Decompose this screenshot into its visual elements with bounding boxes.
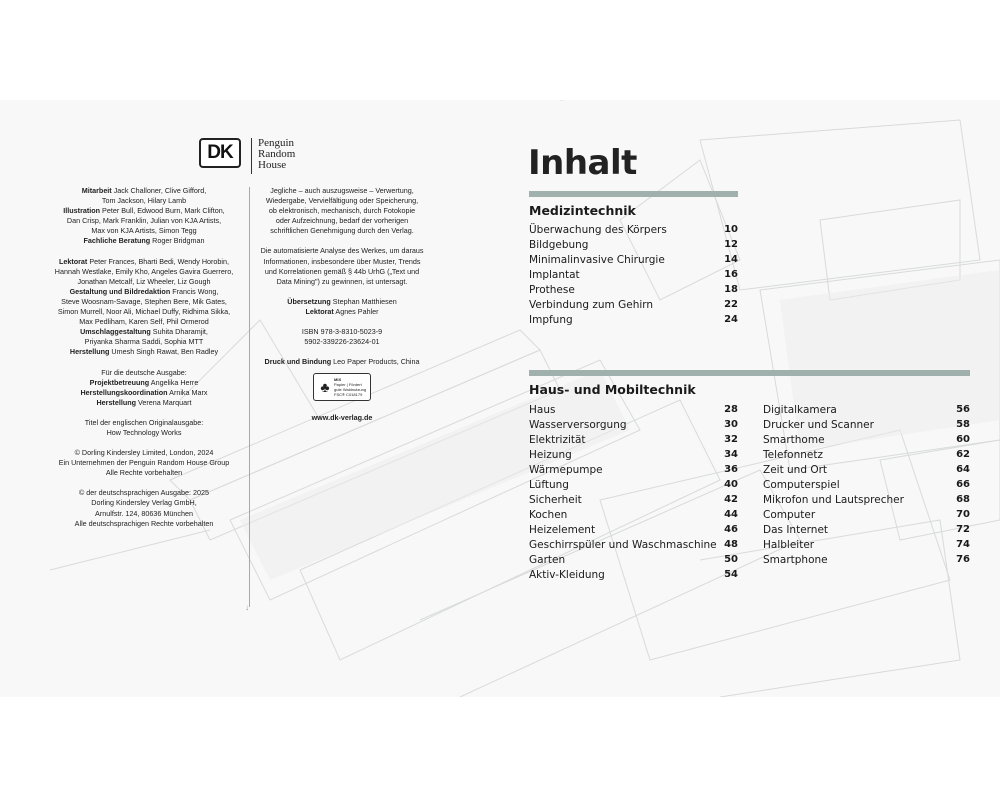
credits-text: Jonathan Metcalf, Liz Wheeler, Liz Gough — [77, 276, 211, 286]
credits-line — [40, 378, 248, 388]
toc-entry[interactable] — [529, 417, 738, 432]
credits-line — [40, 206, 248, 216]
toc-entry-label: Implantat — [529, 268, 580, 281]
book-spread — [0, 100, 1000, 697]
credits-label: Gestaltung und Bildredaktion — [69, 286, 171, 296]
credits-line — [40, 519, 248, 529]
toc-entry[interactable] — [529, 462, 738, 477]
toc-entry-page: 62 — [956, 449, 970, 460]
toc-entry[interactable] — [529, 432, 738, 447]
credits-text: Arnulfstr. 124, 80636 München — [95, 508, 193, 518]
toc-entry-page: 44 — [724, 509, 738, 520]
credits-text: Roger Bridgman — [150, 236, 205, 246]
credits-line — [40, 488, 248, 498]
credits-text: Steve Woosnam-Savage, Stephen Bere, Mik Gates, — [61, 296, 227, 306]
credits-text: Peter Bull, Edwood Burn, Mark Clifton, — [100, 206, 225, 216]
toc-entry-label: Zeit und Ort — [763, 463, 828, 476]
toc-entry[interactable] — [763, 417, 970, 432]
page-title: Inhalt — [528, 143, 637, 183]
toc-entry[interactable] — [529, 567, 738, 582]
toc-entry-label: Das Internet — [763, 523, 829, 536]
credits-label: Lektorat — [58, 256, 88, 266]
credits-text: Für die deutsche Ausgabe: — [101, 367, 187, 377]
toc-entry-page: 14 — [724, 254, 738, 265]
credits-line — [40, 257, 248, 267]
toc-entry-label: Minimalinvasive Chirurgie — [529, 253, 665, 266]
toc-entry-label: Wasserversorgung — [529, 418, 627, 431]
credits-line — [40, 277, 248, 287]
down-arrow-icon: ↓ — [245, 603, 249, 612]
credits-label: Herstellung — [96, 397, 136, 407]
credits-line — [40, 428, 248, 438]
publisher-url[interactable]: www.dk-verlag.de — [311, 413, 373, 423]
toc-entry-label: Verbindung zum Gehirn — [529, 298, 654, 311]
credits-line — [40, 236, 248, 246]
toc-entry-label: Garten — [529, 553, 566, 566]
toc-entry-page: 16 — [724, 269, 738, 280]
credits-line — [40, 498, 248, 508]
credits-line — [40, 509, 248, 519]
rights-text: und Korrelationen gemäß § 44b UrhG („Text und — [264, 266, 420, 276]
section-title-haus-mobiltechnik: Haus- und Mobiltechnik — [529, 382, 696, 397]
penguin-random-house-logo — [258, 138, 295, 171]
rights-text: ob elektronisch, mechanisch, durch Fotokopie — [268, 206, 416, 216]
logo-divider — [251, 138, 252, 174]
fsc-label-line: FSC® C018179 — [334, 392, 363, 398]
credits-line — [40, 267, 248, 277]
rights-text: Leo Paper Products, China — [331, 357, 420, 367]
toc-entry-page: 42 — [724, 494, 738, 505]
toc-entry-label: Digitalkamera — [763, 403, 837, 416]
credits-line — [40, 388, 248, 398]
credits-text: Tom Jackson, Hilary Lamb — [101, 196, 187, 206]
credits-line — [40, 186, 248, 196]
toc-entry[interactable] — [529, 312, 738, 327]
publisher-line: Penguin — [258, 137, 295, 149]
credits-text: Max Pedliham, Karen Self, Phil Ormerod — [79, 317, 209, 327]
section-bar — [529, 370, 970, 376]
section-title-medizintechnik: Medizintechnik — [529, 203, 636, 218]
rights-text: Informationen, insbesondere über Muster, Trends — [263, 256, 421, 266]
toc-entry-page: 34 — [724, 449, 738, 460]
credits-line — [40, 337, 248, 347]
toc-entry-page: 28 — [724, 404, 738, 415]
toc-entry-page: 60 — [956, 434, 970, 445]
rights-text: ISBN 978-3-8310-5023-9 — [301, 327, 383, 337]
rights-line — [256, 246, 428, 256]
rights-line — [256, 307, 428, 317]
credits-line — [40, 418, 248, 428]
toc-entry[interactable] — [529, 297, 738, 312]
rights-line — [256, 277, 428, 287]
toc-entry-page: 36 — [724, 464, 738, 475]
credits-text: Dan Crisp, Mark Franklin, Julian von KJA Artists, — [66, 216, 222, 226]
rights-line — [256, 216, 428, 226]
toc-entry-label: Wärmepumpe — [529, 463, 603, 476]
toc-entry-page: 22 — [724, 299, 738, 310]
rights-text: Agnes Pahler — [333, 306, 379, 316]
credits-line — [40, 216, 248, 226]
credits-text: Jack Challoner, Clive Gifford, — [111, 186, 207, 195]
toc-entry-label: Überwachung des Körpers — [529, 223, 667, 236]
credits-label: Fachliche Beratung — [83, 236, 151, 246]
rights-line — [256, 257, 428, 267]
toc-entry-label: Sicherheit — [529, 493, 582, 506]
credits-text: Verena Marquart — [136, 397, 192, 407]
rights-text: Die automatisierte Analyse des Werkes, um daraus — [260, 246, 424, 256]
toc-entry-label: Kochen — [529, 508, 568, 521]
credits-text: Alle deutschsprachigen Rechte vorbehalten — [74, 518, 214, 528]
toc-entry[interactable] — [763, 507, 970, 522]
rights-text: 5902-339226-23624-01 — [304, 337, 380, 347]
toc-entry-label: Mikrofon und Lautsprecher — [763, 493, 904, 506]
credits-line — [40, 478, 248, 488]
toc-entry[interactable] — [763, 492, 970, 507]
credits-line — [40, 287, 248, 297]
credits-text: How Technology Works — [106, 427, 182, 437]
toc-list-medizintechnik — [529, 222, 738, 327]
toc-entry-label: Heizelement — [529, 523, 596, 536]
rights-line — [256, 287, 428, 297]
rights-line — [256, 236, 428, 246]
credits-line — [40, 196, 248, 206]
credits-text: Angelika Herre — [149, 377, 199, 387]
fsc-logo — [313, 373, 371, 401]
toc-entry-page: 76 — [956, 554, 970, 565]
toc-entry-page: 68 — [956, 494, 970, 505]
toc-entry[interactable] — [763, 432, 970, 447]
credits-text: Arnika Marx — [167, 387, 208, 397]
rights-line — [256, 226, 428, 236]
toc-entry[interactable] — [529, 447, 738, 462]
rights-line — [256, 357, 428, 367]
toc-entry-page: 66 — [956, 479, 970, 490]
toc-entry-label: Drucker und Scanner — [763, 418, 874, 431]
toc-entry-page: 46 — [724, 524, 738, 535]
rights-label: Übersetzung — [287, 296, 331, 306]
toc-entry-page: 10 — [724, 224, 738, 235]
toc-entry[interactable] — [529, 402, 738, 417]
toc-entry-label: Haus — [529, 403, 556, 416]
credits-line — [40, 458, 248, 468]
rights-line — [256, 186, 428, 196]
publisher-line: Random — [258, 148, 296, 160]
column-divider — [249, 187, 250, 607]
credits-label: Projektbetreuung — [89, 377, 150, 387]
toc-entry[interactable] — [529, 282, 738, 297]
credits-line — [40, 327, 248, 337]
toc-entry-page: 32 — [724, 434, 738, 445]
toc-entry-page: 50 — [724, 554, 738, 565]
credits-text: Peter Frances, Bharti Bedi, Wendy Horobin, — [87, 256, 230, 266]
credits-label: Mitarbeit — [81, 186, 112, 195]
rights-line — [256, 327, 428, 337]
toc-entry-page: 72 — [956, 524, 970, 535]
toc-entry-page: 12 — [724, 239, 738, 250]
toc-entry[interactable] — [529, 222, 738, 237]
credits-line — [40, 448, 248, 458]
toc-entry-label: Computerspiel — [763, 478, 840, 491]
toc-entry-label: Lüftung — [529, 478, 569, 491]
toc-entry-label: Smarthome — [763, 433, 825, 446]
credits-text: Francis Wong, — [170, 286, 219, 296]
toc-entry-label: Prothese — [529, 283, 575, 296]
rights-text: Wiedergabe, Vervielfältigung oder Speicherung, — [265, 196, 419, 206]
credits-line — [40, 307, 248, 317]
toc-entry-page: 56 — [956, 404, 970, 415]
credits-line — [40, 398, 248, 408]
toc-entry-page: 58 — [956, 419, 970, 430]
rights-text: schriftlichen Genehmigung durch den Verlag. — [270, 226, 414, 236]
rights-line — [256, 317, 428, 327]
rights-text: Stephan Matthiesen — [330, 296, 397, 306]
section-bar — [529, 191, 738, 197]
rights-column — [256, 186, 428, 423]
toc-entry[interactable] — [529, 537, 738, 552]
toc-entry-label: Elektrizität — [529, 433, 586, 446]
toc-entry[interactable] — [529, 252, 738, 267]
toc-entry[interactable] — [529, 552, 738, 567]
credits-text: © Dorling Kindersley Limited, London, 2024 — [74, 448, 214, 458]
credits-text: © der deutschsprachigen Ausgabe: 2025 — [79, 488, 209, 498]
rights-line — [256, 337, 428, 347]
toc-entry[interactable] — [763, 402, 970, 417]
toc-entry-label: Smartphone — [763, 553, 828, 566]
credits-text: Titel der englischen Originalausgabe: — [84, 417, 204, 427]
toc-entry[interactable] — [529, 522, 738, 537]
toc-entry[interactable] — [529, 507, 738, 522]
toc-entry[interactable] — [529, 492, 738, 507]
credits-line — [40, 468, 248, 478]
rights-text: Data Mining") zu gewinnen, ist untersagt. — [276, 276, 408, 286]
rights-text: oder Aufzeichnung, bedarf der vorherigen — [275, 216, 409, 226]
rights-line — [256, 347, 428, 357]
fsc-label-line: gute Waldnutzung — [334, 387, 367, 393]
credits-line — [40, 438, 248, 448]
credits-line — [40, 358, 248, 368]
toc-entry-page: 70 — [956, 509, 970, 520]
toc-entry[interactable] — [529, 267, 738, 282]
credits-text: Ein Unternehmen der Penguin Random House Group — [58, 458, 230, 468]
toc-entry-label: Computer — [763, 508, 816, 521]
credits-line — [40, 368, 248, 378]
toc-entry[interactable] — [763, 522, 970, 537]
toc-entry-page: 74 — [956, 539, 970, 550]
toc-entry-page: 64 — [956, 464, 970, 475]
rights-label: Druck und Bindung — [264, 357, 332, 367]
credits-label: Umschlaggestaltung — [80, 327, 151, 337]
publisher-logo — [199, 138, 295, 174]
toc-entry[interactable] — [763, 447, 970, 462]
toc-entry-label: Geschirrspüler und Waschmaschine — [529, 538, 717, 551]
credits-text: Max von KJA Artists, Simon Tegg — [91, 226, 197, 236]
credits-text: Umesh Singh Rawat, Ben Radley — [109, 347, 219, 357]
toc-entry-label: Halbleiter — [763, 538, 815, 551]
fsc-tree-icon: ♣ — [320, 379, 330, 396]
rights-label: Lektorat — [305, 306, 334, 316]
rights-line — [256, 267, 428, 277]
toc-entry-page: 40 — [724, 479, 738, 490]
toc-entry-page: 48 — [724, 539, 738, 550]
credits-line — [40, 347, 248, 357]
toc-list-haus-col1 — [529, 402, 738, 582]
toc-entry[interactable] — [529, 477, 738, 492]
rights-line — [256, 297, 428, 307]
rights-line — [256, 206, 428, 216]
toc-entry-page: 18 — [724, 284, 738, 295]
toc-entry-page: 54 — [724, 569, 738, 580]
toc-entry-label: Aktiv-Kleidung — [529, 568, 605, 581]
fsc-label-line: Papier | Fördert — [334, 382, 362, 388]
toc-entry-label: Heizung — [529, 448, 572, 461]
toc-list-haus-col2 — [763, 402, 970, 567]
rights-text: Jegliche – auch auszugsweise – Verwertung, — [270, 186, 414, 195]
credits-text: Dorling Kindersley Verlag GmbH, — [91, 498, 197, 508]
credits-line — [40, 226, 248, 236]
credits-label: Illustration — [63, 206, 101, 216]
toc-entry-page: 30 — [724, 419, 738, 430]
toc-entry[interactable] — [763, 552, 970, 567]
credits-line — [40, 408, 248, 418]
rights-line — [256, 196, 428, 206]
toc-entry[interactable] — [763, 477, 970, 492]
toc-entry[interactable] — [763, 462, 970, 477]
toc-entry[interactable] — [763, 537, 970, 552]
dk-logo: DK — [199, 138, 241, 168]
toc-entry-label: Telefonnetz — [763, 448, 823, 461]
toc-entry-page: 24 — [724, 314, 738, 325]
credits-line — [40, 247, 248, 257]
credits-line — [40, 317, 248, 327]
toc-entry-label: Bildgebung — [529, 238, 589, 251]
fsc-label-line: MIX — [334, 377, 342, 383]
toc-entry[interactable] — [529, 237, 738, 252]
toc-entry-label: Impfung — [529, 313, 573, 326]
credits-text: Priyanka Sharma Saddi, Sophia MTT — [84, 337, 204, 347]
credits-label: Herstellung — [69, 347, 110, 357]
credits-line — [40, 297, 248, 307]
credits-text: Simon Murrell, Noor Ali, Michael Duffy, Ridhima Sikka, — [57, 307, 231, 317]
credits-label: Herstellungskoordination — [80, 387, 168, 397]
credits-text: Alle Rechte vorbehalten — [105, 468, 183, 478]
credits-column — [40, 186, 248, 529]
credits-text: Hannah Westlake, Emily Kho, Angeles Gavira Guerrero, — [54, 266, 234, 276]
credits-text: Suhita Dharamjit, — [150, 327, 208, 337]
publisher-line: House — [258, 159, 287, 171]
